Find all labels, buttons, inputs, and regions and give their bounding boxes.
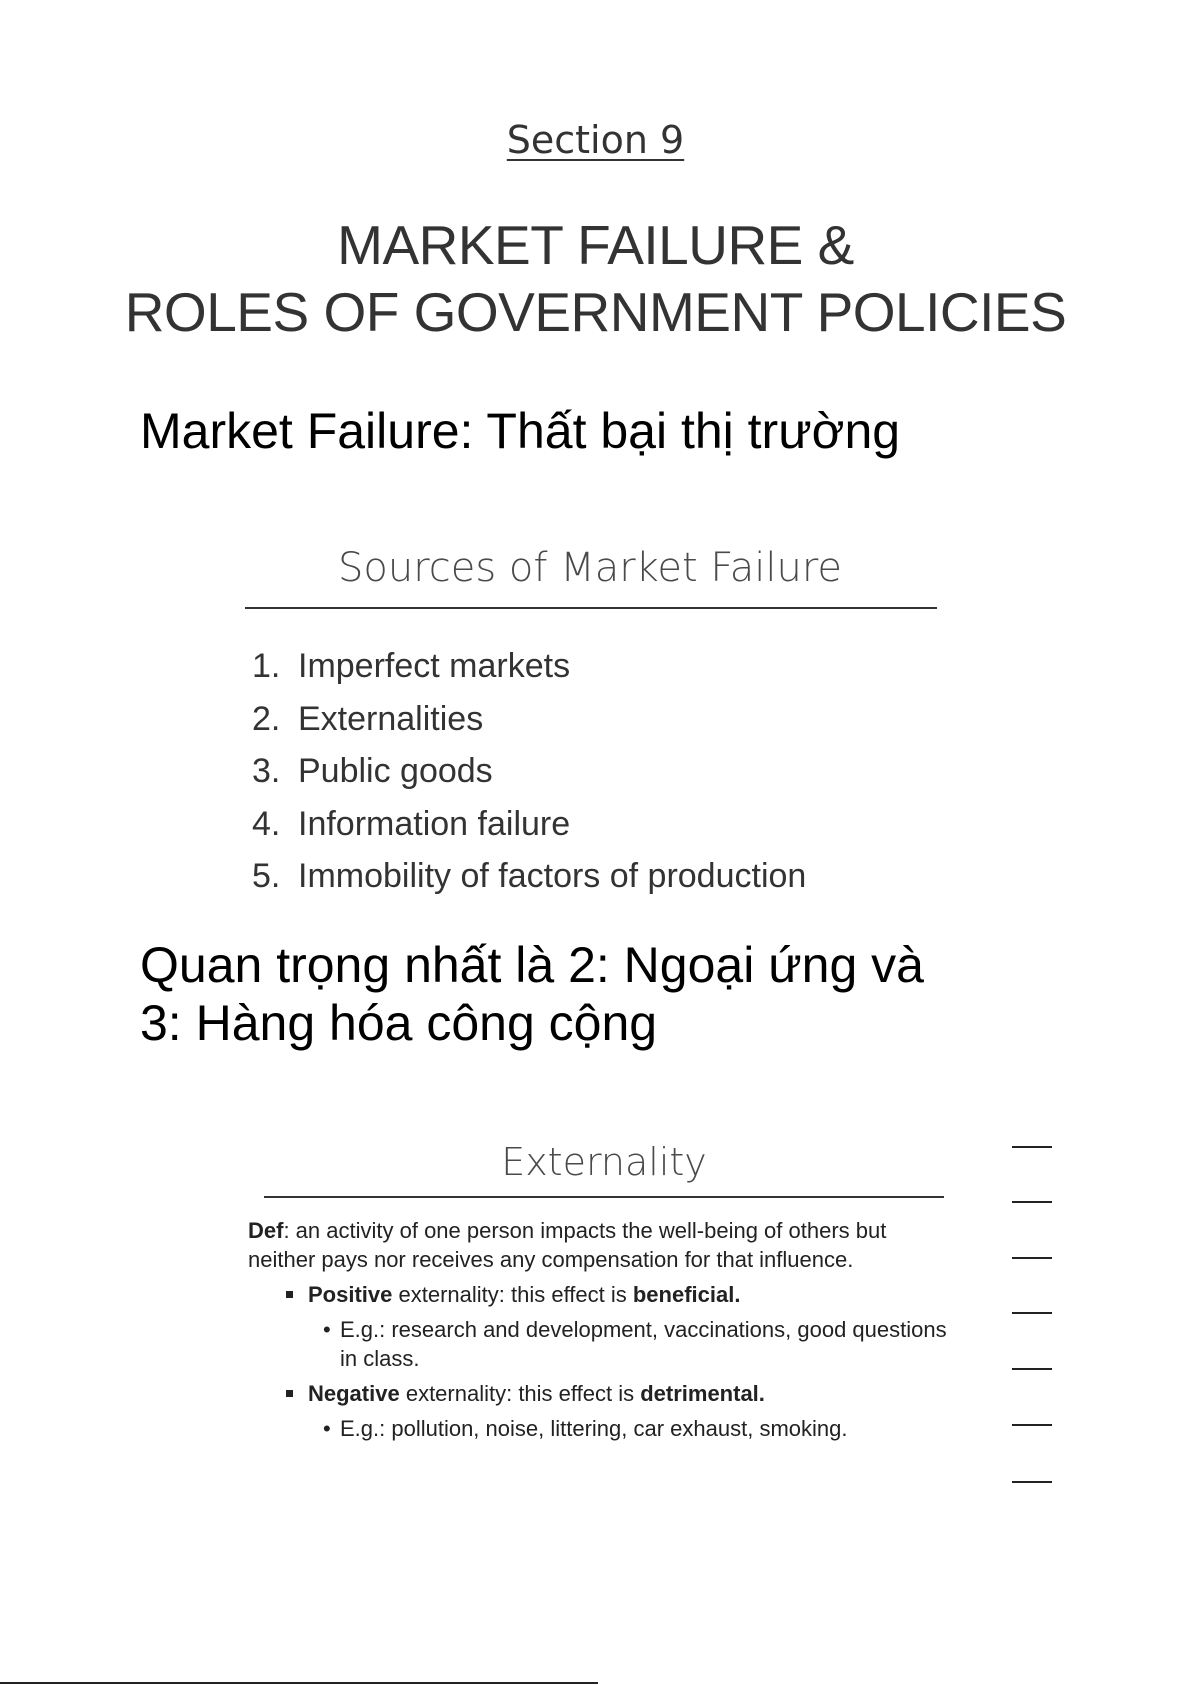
positive-example: • E.g.: research and development, vaccinations, good questions in class. [323, 1317, 947, 1371]
bullet-icon: • [323, 1416, 331, 1441]
note-market-failure: Market Failure: Thất bại thị trường [140, 403, 901, 459]
margin-line [1012, 1257, 1052, 1259]
list-item: 2. Externalities [252, 699, 484, 738]
margin-line [1012, 1312, 1052, 1314]
sources-list [252, 640, 806, 903]
negative-externality: Negative externality: this effect is detrimental. [248, 1379, 948, 1408]
margin-line [1012, 1146, 1052, 1148]
externality-definition: Def: an activity of one person impacts the well-being of others but neither pays nor receives any compensation for that influence. [248, 1218, 887, 1272]
title-line-2: ROLES OF GOVERNMENT POLICIES [124, 281, 1067, 343]
note-important-line-2: 3: Hàng hóa công cộng [140, 995, 658, 1051]
bullet-icon: • [323, 1317, 331, 1342]
margin-line [1012, 1201, 1052, 1203]
externality-heading-rule [264, 1196, 944, 1198]
margin-line [1012, 1368, 1052, 1370]
note-important-line-1: Quan trọng nhất là 2: Ngoại ứng và [140, 937, 924, 993]
negative-example: • E.g.: pollution, noise, littering, car exhaust, smoking. [323, 1416, 848, 1441]
externality-heading: Externality [501, 1140, 707, 1184]
square-bullet-icon [286, 1291, 293, 1298]
page-title [0, 212, 1191, 346]
margin-line [1012, 1424, 1052, 1426]
list-item: 3. Public goods [252, 752, 493, 790]
section-label: Section 9 [506, 118, 685, 162]
positive-externality: Positive externality: this effect is beneficial. [248, 1280, 948, 1309]
sources-heading-rule [245, 607, 937, 609]
footer-rule [0, 1682, 598, 1684]
square-bullet-icon [286, 1390, 293, 1397]
sources-heading: Sources of Market Failure [337, 545, 843, 591]
externality-body [248, 1216, 948, 1443]
list-item: 5. Immobility of factors of production [252, 857, 807, 895]
list-item: 1. Imperfect markets [252, 647, 571, 685]
margin-line [1012, 1481, 1052, 1483]
list-item: 4. Information failure [252, 804, 571, 843]
title-line-1: MARKET FAILURE & [337, 214, 854, 276]
note-important [140, 936, 924, 1052]
